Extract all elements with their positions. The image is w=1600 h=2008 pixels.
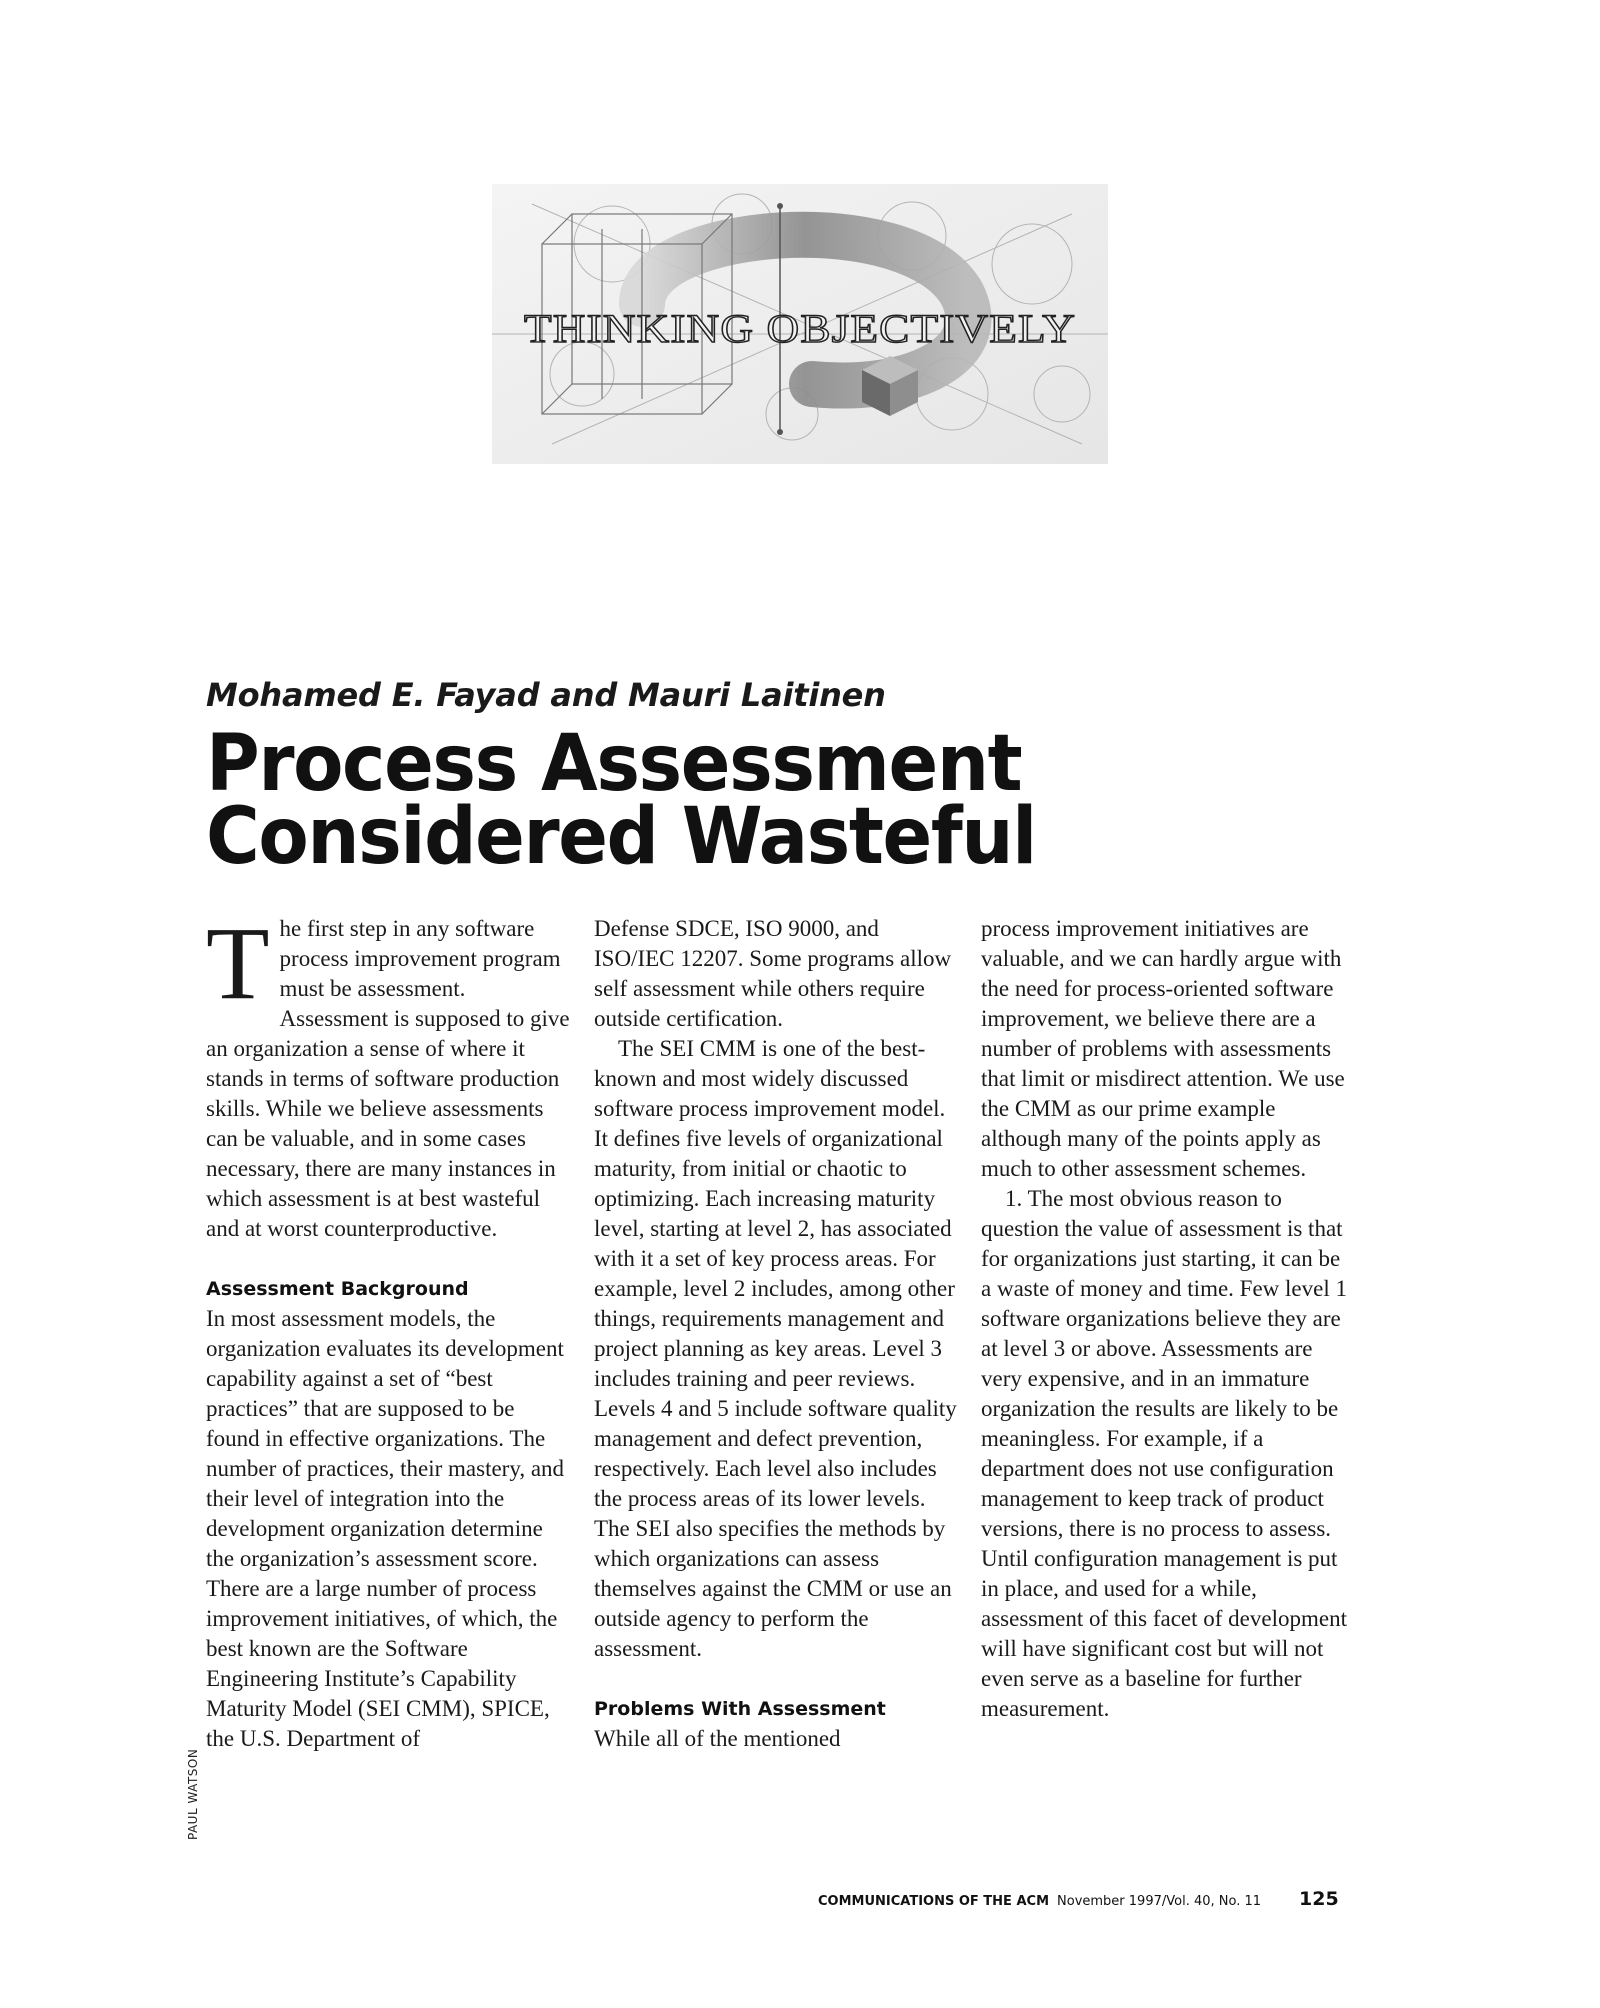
journal-name: COMMUNICATIONS OF THE ACM — [818, 1894, 1050, 1909]
drop-cap: T — [206, 906, 270, 1021]
article-authors: Mohamed E. Fayad and Mauri Laitinen — [206, 676, 886, 714]
column-title-wordmark: THINKING OBJECTIVELY — [524, 306, 1076, 351]
page-number: 125 — [1299, 1888, 1339, 1910]
section-heading-problems-with-assessment: Problems With Assessment — [594, 1698, 886, 1720]
body-paragraph: The SEI CMM is one of the best-known and most widely discussed software process improvement model. It defines five levels of organizational maturity, from initial or chaotic to optimizing. Each increasing maturity level, starting at level 2, has associated with it a set of key process areas. For example, level 2 includes, among other things, requirements management and project planning as key areas. Level 3 includes training and peer reviews. Levels 4 and 5 include software quality management and defect prevention, respectively. Each level also includes the process areas of its lower levels. The SEI also specifies the methods by which organizations can assess themselves against the CMM or use an outside agency to perform the assessment. — [594, 1036, 957, 1661]
intro-text: he first step in any software process improvement program must be assessment. Assessment is supposed to give an organization a sense of where it stands in terms of software production skills. While we believe assessments can be valuable, and in some cases necessary, there are many instances in which assessment is at best wasteful and at worst counterproductive. — [206, 916, 570, 1241]
article-title — [206, 719, 1036, 882]
title-line-2: Considered Wasteful — [206, 792, 1036, 882]
column-banner-illustration — [492, 184, 1108, 464]
intro-paragraph — [206, 906, 572, 1244]
body-paragraph: 1. The most obvious reason to question the value of assessment is that for organizations just starting, it can be a waste of money and time. Few level 1 software organizations believe they are at level 3 or above. Assessments are very expensive, and in an immature organization the results are likely to be meaningless. For example, if a department does not use configuration management to keep track of product versions, there is no process to assess. Until configuration management is put in place, and used for a while, assessment of this facet of development will have significant cost but will not even serve as a baseline for further measurement. — [981, 1186, 1347, 1721]
title-line-1: Process Assessment — [206, 719, 1022, 809]
body-paragraph: Defense SDCE, ISO 9000, and ISO/IEC 12207. Some programs allow self assessment while others require outside certification. — [594, 916, 952, 1031]
body-column-3 — [981, 914, 1347, 1724]
page-footer — [818, 1888, 1339, 1910]
body-paragraph: While all of the mentioned — [594, 1726, 841, 1751]
illustration-credit: PAUL WATSON — [186, 1748, 200, 1840]
section-heading-assessment-background: Assessment Background — [206, 1278, 469, 1300]
body-column-2 — [594, 914, 960, 1754]
body-paragraph: In most assessment models, the organization evaluates its development capability against a set of “best practices” that are supposed to be found in effective organizations. The number of practices, their mastery, and their level of integration into the development organization determine the organization’s assessment score. There are a large number of process improvement initiatives, of which, the best known are the Software Engineering Institute’s Capability Maturity Model (SEI CMM), SPICE, the U.S. Department of — [206, 1306, 565, 1751]
body-column-1 — [206, 906, 572, 1754]
body-paragraph: process improvement initiatives are valuable, and we can hardly argue with the need for process-oriented software improvement, we believe there are a number of problems with assessments that limit or misdirect attention. We use the CMM as our prime example although many of the points apply as much to other assessment schemes. — [981, 916, 1345, 1181]
issue-info: November 1997/Vol. 40, No. 11 — [1057, 1894, 1262, 1909]
